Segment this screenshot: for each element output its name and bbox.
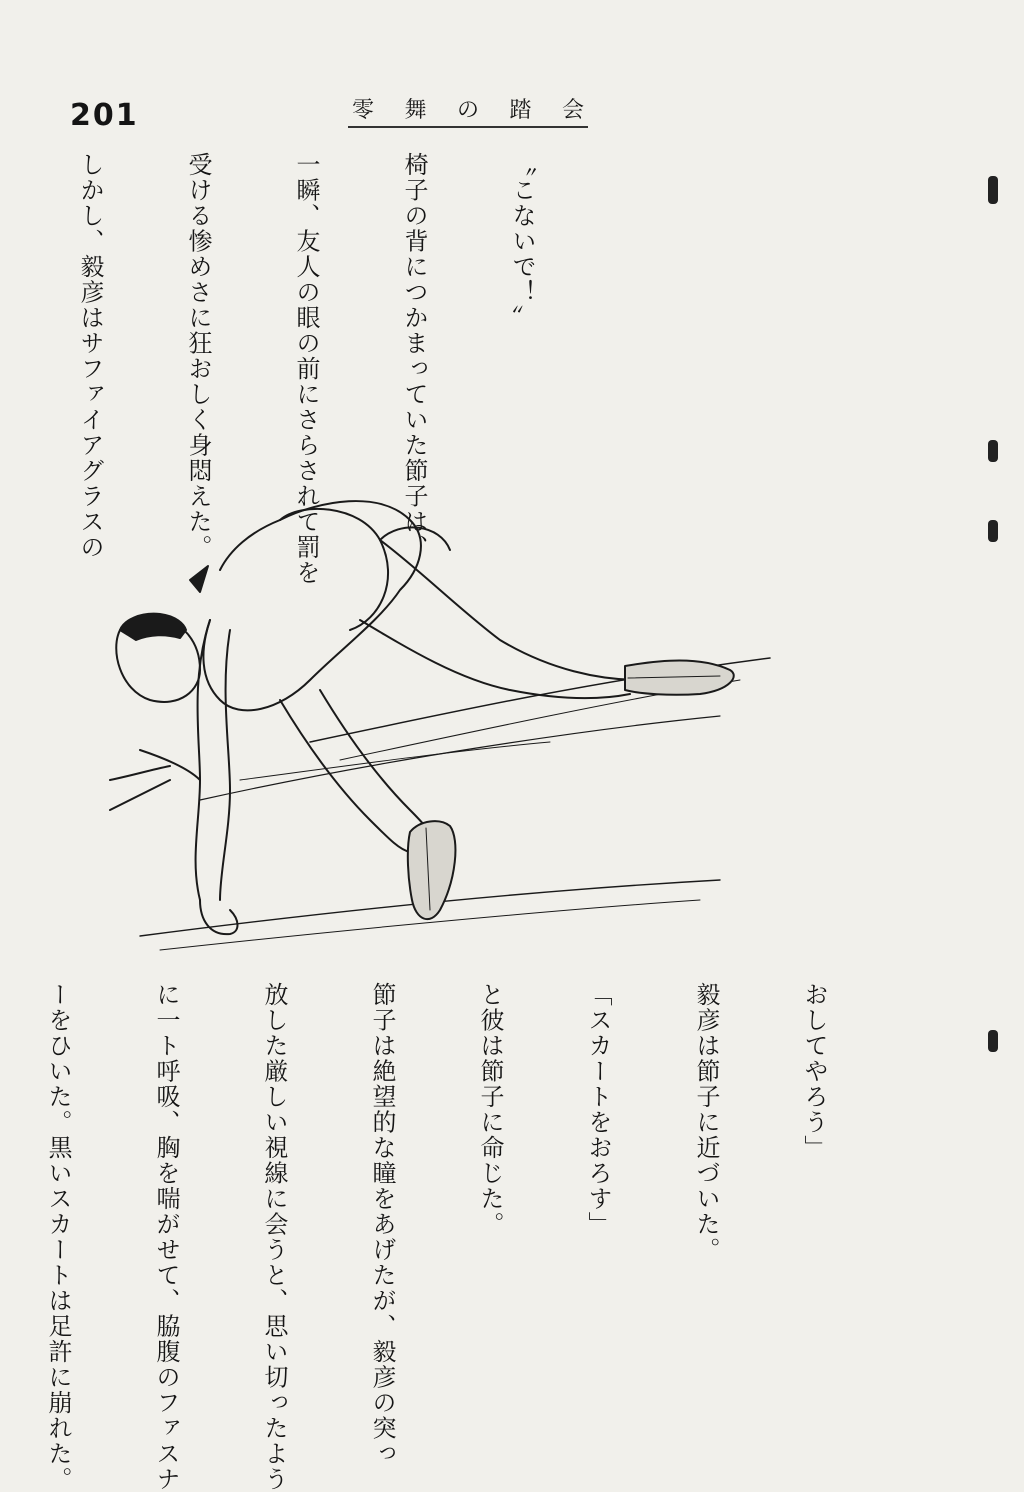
figure-illustration [80, 480, 780, 960]
binding-mark [988, 176, 998, 204]
binding-mark [988, 1030, 998, 1052]
text-line: 〝こないで！〟 [508, 152, 536, 331]
text-line: 毅彦は節子に近づいた。 [692, 982, 720, 1263]
top-text-block [52, 152, 612, 586]
running-title-char: 踏 [509, 97, 532, 123]
text-line: 節子は絶望的な瞳をあげたが、毅彦の突っ [368, 982, 396, 1467]
binding-mark [988, 520, 998, 542]
text-line: 放した厳しい視線に会うと、思い切ったよう [260, 982, 288, 1492]
bottom-text-block [44, 982, 904, 1492]
text-line: 一瞬、友人の眼の前にさらされて罰を [292, 152, 320, 586]
title-underline [348, 126, 588, 128]
text-line: おしてやろう」 [800, 982, 828, 1161]
text-line: ーをひいた。黒いスカートは足許に崩れた。 [44, 982, 72, 1492]
running-title-char: 会 [561, 97, 584, 123]
text-line: しかし、毅彦はサファイアグラスの [76, 152, 104, 560]
text-line: 受ける惨めさに狂おしく身悶えた。 [184, 152, 212, 560]
text-line: と彼は節子に命じた。 [476, 982, 504, 1237]
running-title-char: 舞 [404, 97, 427, 123]
text-line: 「スカートをおろす」 [584, 982, 612, 1237]
text-line: に一ト呼吸、胸を喘がせて、脇腹のファスナ [152, 982, 180, 1492]
binding-mark [988, 440, 998, 462]
page-number: 201 [70, 98, 139, 133]
running-title-char: 零 [352, 97, 375, 123]
text-line: 椅子の背につかまっていた節子は、 [400, 152, 428, 560]
running-title-char: の [456, 97, 479, 123]
running-title [352, 94, 584, 122]
